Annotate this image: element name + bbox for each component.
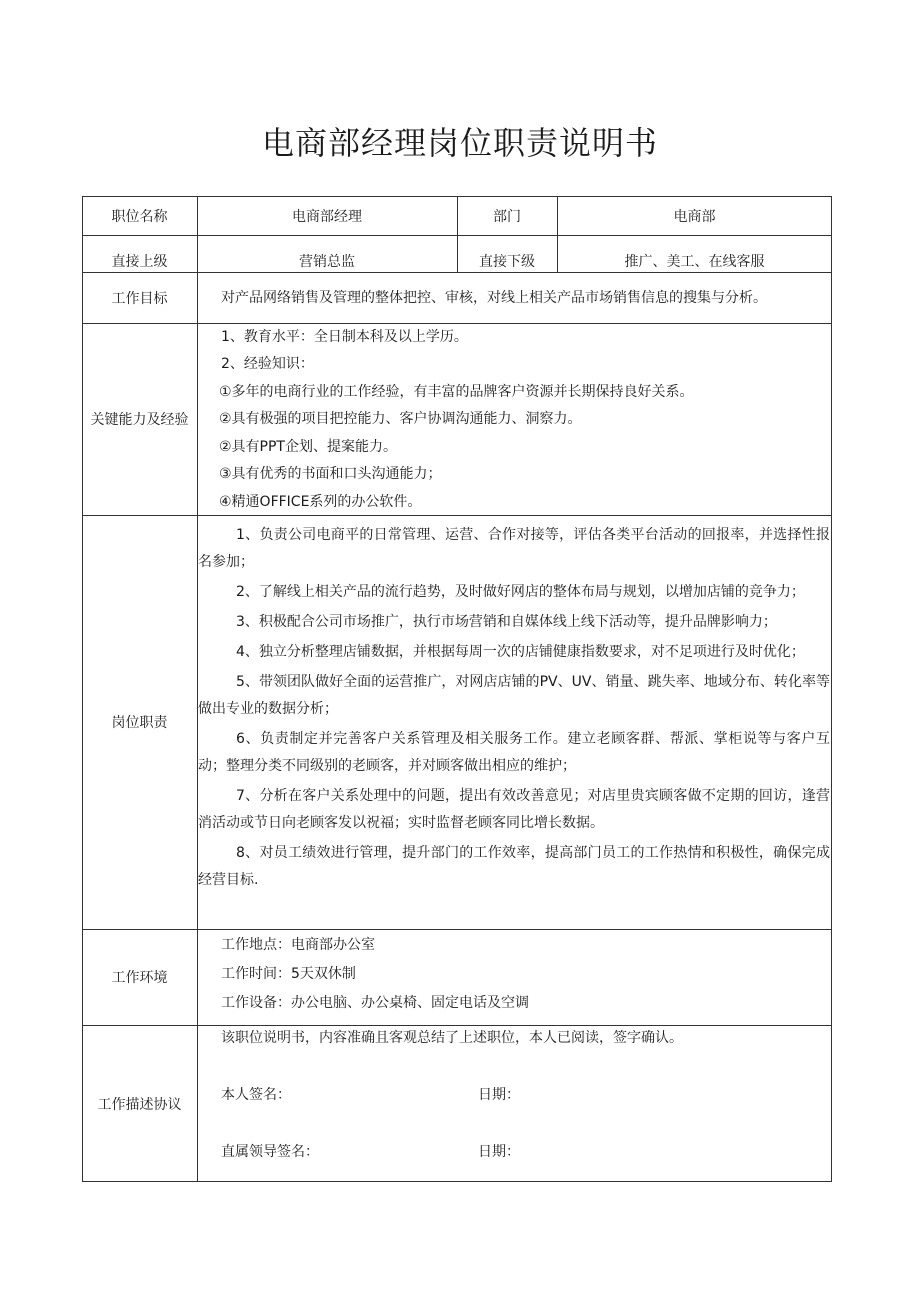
label-direct-subordinate: 直接下级 [479,254,535,270]
ability-line: ②具有极强的项目把控能力、客户协调沟通能力、洞察力。 [219,411,582,427]
self-signature-label: 本人签名： [221,1087,291,1103]
responsibility-item: 2、了解线上相关产品的流行趋势，及时做好网店的整体布局与规划，以增加店铺的竞争力； [236,584,805,600]
responsibility-item: 6、负责制定并完善客户关系管理及相关服务工作。建立老顾客群、帮派、掌柜说等与客户互动；整理分类不同级别的老顾客，并对顾客做出相应的维护； [198,731,830,774]
label-responsibilities: 岗位职责 [111,715,168,731]
ability-line: ③具有优秀的书面和口头沟通能力； [219,466,442,482]
value-department: 电商部 [673,208,716,225]
ability-line: 1、教育水平：全日制本科及以上学历。 [221,329,468,345]
responsibilities-list [198,522,830,897]
responsibility-item: 1、负责公司电商平的日常管理、运营、合作对接等，评估各类平台活动的回报率，并选择性报名参加； [198,527,830,570]
label-direct-superior: 直接上级 [111,254,168,270]
value-position: 电商部经理 [292,208,362,225]
ability-line: ②具有PPT企划、提案能力。 [219,439,397,455]
environment-line: 工作地点：电商部办公室 [221,937,375,953]
label-department: 部门 [493,208,521,225]
self-date-label: 日期： [478,1087,520,1103]
responsibility-item: 4、独立分析整理店铺数据，并根据每周一次的店铺健康指数要求，对不足项进行及时优化； [236,644,805,660]
label-work-goal: 工作目标 [111,290,168,307]
ability-line: 2、经验知识： [221,356,314,372]
responsibility-item: 5、带领团队做好全面的运营推广，对网店店铺的PV、UV、销量、跳失率、地域分布、转化率等做出专业的数据分析； [198,674,830,717]
label-key-abilities: 关键能力及经验 [90,412,189,428]
value-work-goal: 对产品网络销售及管理的整体把控、审核，对线上相关产品市场销售信息的搜集与分析。 [221,290,767,306]
responsibility-item: 8、对员工绩效进行管理，提升部门的工作效率，提高部门员工的工作热情和积极性，确保完成经营目标. [198,845,830,888]
value-direct-subordinate: 推广、美工、在线客服 [624,254,765,270]
ability-line: ①多年的电商行业的工作经验，有丰富的品牌客户资源并长期保持良好关系。 [219,384,694,400]
label-position: 职位名称 [111,208,168,225]
leader-date-label: 日期： [478,1144,520,1160]
ability-line: ④精通OFFICE系列的办公软件。 [219,494,422,510]
leader-signature-label: 直属领导签名： [221,1144,319,1160]
environment-line: 工作设备：办公电脑、办公桌椅、固定电话及空调 [221,995,529,1011]
label-work-environment: 工作环境 [111,970,168,986]
page-title: 电商部经理岗位职责说明书 [261,124,658,162]
environment-line: 工作时间：5天双休制 [221,966,356,982]
agreement-statement: 该职位说明书，内容准确且客观总结了上述职位，本人已阅读，签字确认。 [221,1030,683,1046]
responsibility-item: 3、积极配合公司市场推广，执行市场营销和自媒体线上线下活动等，提升品牌影响力； [236,614,777,630]
label-agreement: 工作描述协议 [97,1096,182,1113]
responsibility-item: 7、分析在客户关系处理中的问题，提出有效改善意见；对店里贵宾顾客做不定期的回访，逢营消活动或节日向老顾客发以祝福；实时监督老顾客同比增长数据。 [198,788,830,831]
value-direct-superior: 营销总监 [299,254,355,270]
